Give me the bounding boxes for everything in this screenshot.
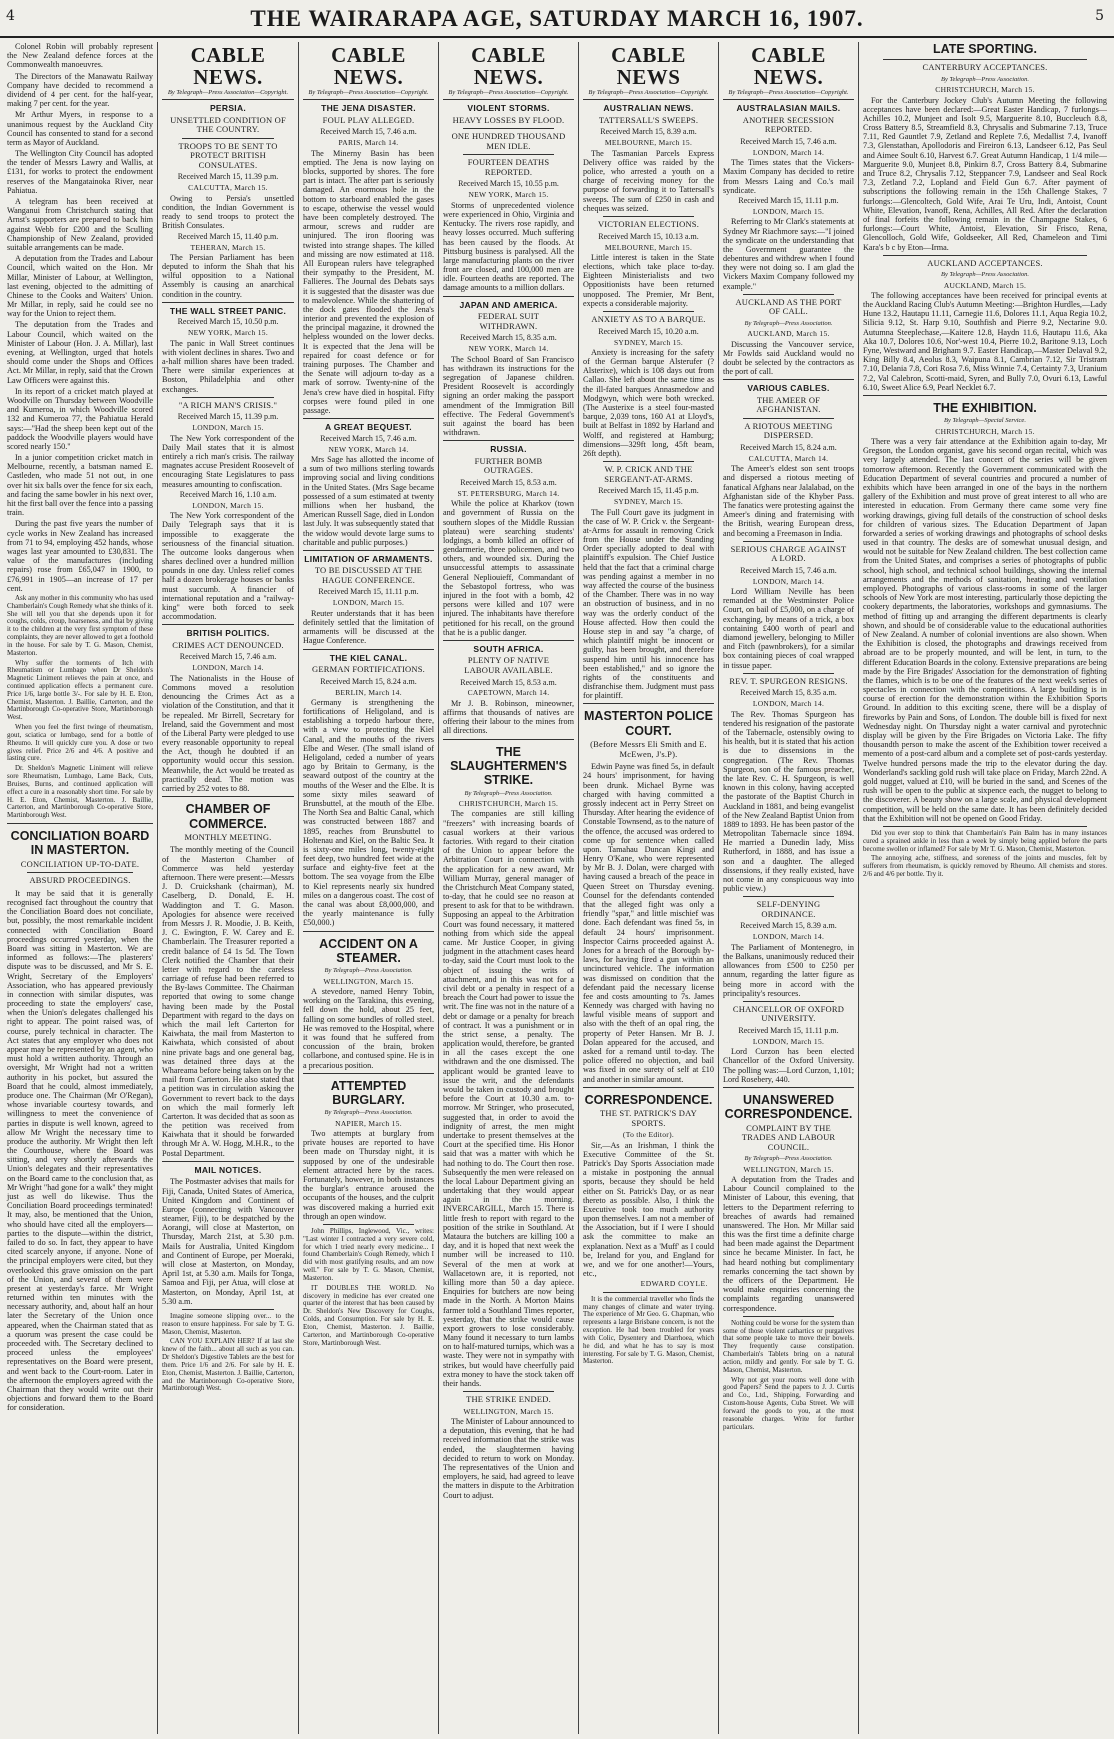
section-heading: JAPAN AND AMERICA. bbox=[459, 299, 558, 310]
dateline: Received March 15, 10.50 p.m. bbox=[177, 317, 279, 327]
dateline: Received March 15, 8.53 a.m. bbox=[460, 677, 557, 687]
place-line: WELLINGTON, March 15. bbox=[323, 976, 414, 986]
dateline: Received March 15, 7.46 a.m. bbox=[320, 127, 417, 137]
column-6 bbox=[720, 42, 857, 1732]
column-1 bbox=[4, 42, 156, 1732]
place-line: NEW YORK, March 14. bbox=[468, 344, 549, 354]
section-heading: THE JENA DISASTER. bbox=[321, 103, 416, 114]
dateline: Received March 15, 7.46 a.m. bbox=[179, 652, 277, 662]
divider bbox=[162, 624, 294, 625]
article-subhead: CONCILIATION UP-TO-DATE. bbox=[20, 858, 140, 869]
place-line: WELLINGTON, March 15. bbox=[743, 1164, 834, 1174]
byline: By Telegraph—Press Association. bbox=[464, 789, 553, 797]
advertisement: IT DOUBLES THE WORLD. No discovery in medicine has ever created one quarter of the interest that has been caused by Dr. Sheldon's New Discovery for Coughs, Colds, and Consumption. For sale by H. E. Eton, Chemist, Masterton. J. Baillie, Carterton, and Martinborough Co-operative Store, Martinborough West. bbox=[303, 1283, 434, 1347]
divider bbox=[463, 154, 554, 155]
article-headline: ACCIDENT ON A STEAMER. bbox=[319, 936, 418, 965]
section-heading: RUSSIA. bbox=[490, 444, 527, 455]
article-subhead: AUCKLAND ACCEPTANCES. bbox=[927, 257, 1043, 268]
article-subhead: REV. T. SPURGEON RESIGNS. bbox=[729, 675, 848, 686]
article-body: The School Board of San Francisco has withdrawn its instructions for the segregation of Japanese children. President Roosevelt is accordingly signing an order making the passport amendment of the Immigration Bill effective. The Federal Government's suit against the board has been withdrawn. bbox=[443, 354, 574, 438]
article-subhead: AUCKLAND AS THE PORT OF CALL. bbox=[735, 296, 842, 317]
place-line: LONDON, March 15. bbox=[752, 1036, 825, 1046]
article-headline: CHAMBER OF COMMERCE. bbox=[185, 802, 271, 831]
article-body: The Tasmanian Parcels Express Delivery office was raided by the police, who arrested a youth on a charge of receiving money for the purpose of forwarding it to Tattersall's sweeps. The sum of £250 in cash and cheques was seized. bbox=[583, 148, 714, 213]
article-body: The Ameer's eldest son sent troops and dispersed a riotous meeting of fanatical Afghans near Jalalabad, on the Afghanistan side of the Khyber Pass. The fanatics were protesting against the Ameer's dining and fraternising with the British, wearing European dress, and becoming a Freemason in India. bbox=[723, 464, 854, 538]
article-body: Discussing the Vancouver service, Mr Fowlds said Auckland would no doubt be selected by the contractors as the port of call. bbox=[723, 339, 854, 377]
article-subhead: THE STRIKE ENDED. bbox=[466, 1394, 551, 1405]
divider bbox=[303, 649, 434, 650]
dateline: Received March 15, 7.46 a.m. bbox=[320, 433, 417, 443]
byline: By Telegraph—Press Association. bbox=[940, 271, 1030, 279]
place-line: SYDNEY, March 15. bbox=[613, 497, 684, 507]
divider bbox=[603, 216, 694, 217]
divider bbox=[443, 440, 574, 441]
dateline: Received March 15, 10.55 p.m. bbox=[458, 179, 559, 189]
section-heading: A GREAT BEQUEST. bbox=[325, 422, 412, 433]
divider bbox=[743, 1001, 834, 1002]
dateline: Received March 15, 11.45 p.m. bbox=[598, 486, 699, 496]
dateline: Received March 15, 8.53 a.m. bbox=[460, 477, 557, 487]
column-3 bbox=[300, 42, 437, 1732]
divider bbox=[583, 703, 714, 704]
article-body: The Minister of Labour announced to a deputation, this evening, that he had received information that the strike was ended, the slaughtermen having decided to return to work on Monday. The representatives of the Union and employers, he said, had agreed to leave the matters in dispute to the Arbitration Court to adjust. bbox=[443, 1417, 575, 1500]
article-body: Lord Curzon has been elected Chancellor of the Oxford University. The polling was:—Lord Curzon, 1,101; Lord Rosebery, 440. bbox=[723, 1047, 854, 1084]
byline: By Telegraph—Press Association. bbox=[744, 1155, 833, 1163]
dateline: Received March 15, 7.46 a.m. bbox=[740, 136, 837, 146]
divider bbox=[743, 673, 834, 674]
article-subhead: ANXIETY AS TO A BARQUE. bbox=[591, 314, 706, 325]
article-subhead: THE ST. PATRICK'S DAY SPORTS. bbox=[599, 1108, 698, 1128]
article-body: Mr J. B. Robinson, mineowner, affirms that thousands of natives are offering their labour to the mines from all directions. bbox=[443, 698, 574, 736]
divider bbox=[162, 796, 294, 797]
article-body: The Full Court gave its judgment in the case of W. P. Crick v. the Sergeant-at-Arms for assault in removing Crick from the House under the Standing Order specially adopted to deal with plaintiff's expulsion. The Chief Justice held that the fact that a criminal charge was pending against a member in no way affected the course of the business of the Chamber. There was in no way an obstruction of business, and in no way was the orderly conduct of the House affected. How then could the House step in and say "a charge, of which plaintiff might be innocent or guilty, has been brought, and therefore suspend him until his innocence has been established," and so ignore the rights of the constituents and disfranchise them. Judgment must pass for plaintiff. bbox=[583, 507, 714, 701]
article-body: The companies are still killing "freezers" with increasing boards of casual workers at their various factories. With regard to their citation of the Union to appear before the Arbitration Court in connection with the application for a new award, Mr William Murray, general manager of the Christchurch Meat Company stated, to-day, that he could see no reason at present to ask for that to be withdrawn. Supposing an appeal to the Arbitration Court was found necessary, it mattered nothing from which side the appeal came. Mr Justice Cooper, in giving judgment in the attachment cases heard to-day, said the Court must look to the object of issuing the writs of attachment, and in this was not for a civil debt or a penalty in respect of a breach the Court had power to issue the writ. The fine was not in the nature of a debt or damage or a penalty for breach of contract. It was a punishment or in the strict sense, a penalty. The application would, therefore, be granted in all the cases except the one withdrawn and the one dismissed. The applicant would be granted leave to issue the writ, and the defendants would be taken in custody and brought before the Court at 10.30 a.m. to-morrow. Mr Stringer, who prosecuted, suggested that, in order to avoid the indignity of arrest, the men might undertake to present themselves at the Court at the specified time. His Honor said that was a matter with which he had nothing to do. The Court then rose. Subsequently the men were released on the local Labour Department giving an undertaking that they would appear again in the morning. INVERCARGILL, March 15. There is little fresh to report with regard to the position of the strike in Southland. At Mataura the butchers are killing 100 a day, and it is hoped that next week the number will be increased to 110. Several of the men at work at Wallacetown are, it is reported, not killing more than 50 a day apiece. Enquiries for butchers are now being made in the North. A Morton Mains farmer told a Southland Times reporter, yesterday, that the strike would cause export growers to lose considerably. Many found it necessary to turn lambs on to half-matured turnips, which was a waste. They were not in sympathy with strikes, but would have cheerfully paid extra money to have the stock taken off their hands. bbox=[443, 809, 574, 1388]
article-body: Two attempts at burglary from private houses are reported to have been made on Thursday night, it is supposed by one of the undesirable element attracted here by the races. Fortunately, however, in both instances the burglar's entrance aroused the occupants of the houses, and the culprit was discovered making a hurried exit through an open window. bbox=[303, 1129, 434, 1221]
article-subhead: CANTERBURY ACCEPTANCES. bbox=[922, 62, 1048, 73]
paragraph: The Directors of the Manawatu Railway Company have decided to recommend a dividend of 4 per cent. for the half-year, making 7 per cent. for the year. bbox=[7, 71, 153, 109]
place-line: AUCKLAND, March 15. bbox=[747, 329, 830, 339]
dateline: Received March 15, 8.39 a.m. bbox=[740, 921, 837, 931]
article-body: The Nationalists in the House of Commons moved a resolution denouncing the Crimes Act as a violation of the Constitution, and that it be repealed. Mr Birrell, Secretary for Ireland, said the Government and most of the Liberal Party were pledged to use every reasonable opportunity to repeal the Act, though he doubted if an opportunity would occur this session. Meanwhile, the Act would be treated as practically dead. The motion was carried by 252 votes to 88. bbox=[162, 673, 294, 794]
divider bbox=[443, 739, 574, 740]
dateline: Received March 15, 8.39 a.m. bbox=[600, 127, 697, 137]
place-line: CHRISTCHURCH, March 15. bbox=[935, 426, 1035, 436]
divider bbox=[723, 379, 854, 380]
divider bbox=[743, 294, 834, 295]
article-body: While the police at Kharkov (town and government of Russia on the southern slopes of the Middle Russian plateau) were searching students' lodgings, a bomb killed an officer of gendarmerie, three policemen, and two others, and wounded six. During the unsuccessful attempts to assassinate General Nepliouieff, Commandant of the Sebastopol fortress, who was injured in the foot with a bomb, 42 persons were killed and 107 were injured. The inhabitants have therefore petitioned for his recall, on the ground that he is a public danger. bbox=[443, 499, 574, 637]
section-heading: SOUTH AFRICA. bbox=[473, 643, 544, 654]
section-heading: VIOLENT STORMS. bbox=[467, 103, 550, 114]
article-subhead: GERMAN FORTIFICATIONS. bbox=[312, 664, 425, 675]
divider bbox=[883, 59, 1087, 60]
divider bbox=[443, 99, 574, 100]
divider bbox=[182, 1309, 274, 1310]
byline: By Telegraph—Press Association. bbox=[940, 75, 1030, 83]
cable-news-heading: CABLE NEWS. bbox=[190, 43, 266, 90]
dateline: Received March 15, 8.35 a.m. bbox=[740, 688, 837, 698]
article-body: There was a very fair attendance at the Exhibition again to-day, Mr Gregson, the London organist, gave his second organ recital, which was very largely attended. The last concert of the series will be given tomorrow afternoon. Recently the Government communicated with the Education Department of several countries and procured a number of exhibits which have been arranged in one of the bays in the northern gallery of the Exhibition and must prove of great interest to all who are interested in education. From Germany there came some very fine working drawings, giving full details of the construction of school desks for children of various sizes. The Education Department of Japan forwarded a series of working drawings and photographs of school desks used in that country. The desks are of somewhat unusual design, and would not be suitable for New Zealand children. The best collection came from the United States, and comprises a series of photographs of public school, high school, and technical school buildings, showing the internal arrangements and the methods of sanitation, heating and ventilation employed. Photographs of various class-rooms in some of the larger schools of New York are most interesting, particularly those depicting the cookery departments, the laboratories, workshops and gymnasiums. The method of fitting up and arranging the different departments is clearly shown, and should be of considerable value to the educational authorities of New Zealand. A number of colonial inventions are also shown. When the Exhibition is closed, the photographs and drawings received from abroad are to be properly mounted, and will be lent, in turn, to the different Education Boards in the colony. Extensive preparations are being made by the Fire Brigades' Association for the demonstration of fighting the flames, which is to be one of the features of the next week's series of spectacles in connection with the competitions. A large building is in course of erection for the demonstration within the Exhibition Sports Ground. In addition to this exciting scene, there will be a display of fireworks by Pain and Sons, of London. The double bill is fixed for next Wednesday night. On Thursday night a water carnival and pyrotechnic display will be given by the Fire Brigades on Victoria Lake. The fifty thousandth person to make the ascent of the Exhibition tower received a memento of a post-card album and a complete set of post-cards yesterday. Twelve hundred persons made the trip to the elevator during the day. Wonderland's sackling gold rush will take place on Friday, March 22nd. A gold nugget, valued at £10, will be buried in the sand, and Scenes of the rush will be open to the public at sixpence each, the nugget to belong to the discoverer. A beauty show on a large scale, and physical development competition, will be held on the same date. It has been definitely decided that the Exhibition will not be opened on Good Friday. bbox=[863, 437, 1107, 823]
paragraph: Mr Arthur Myers, in response to a unanimous request by the Auckland City Council has consented to stand for a second term as Mayor of Auckland. bbox=[7, 110, 153, 147]
column-5 bbox=[580, 42, 717, 1732]
cable-news-heading: CABLE NEWS. bbox=[751, 43, 826, 90]
place-line: LONDON, March 14. bbox=[752, 147, 825, 157]
place-line: LONDON, March 14. bbox=[752, 699, 825, 709]
article-body: The New York correspondent of the Daily Mail states that it is almost entirely a rich man's crisis. The railway magnates accuse President Roosevelt of encouraging State Legislatures to pass measures amounting to confiscation. bbox=[162, 433, 294, 489]
advertisement: Ask any mother in this community who has used Chamberlain's Cough Remedy what she thinks of it. She will tell you that she depends upon it for coughs, colds, croup, hoarseness, and that by giving it to the children at the very first symptom of these complaints, they are never allowed to get a foothold in the house. For sale by T. G. Mason, Chemist, Masterton. bbox=[7, 593, 153, 657]
masthead-title: THE WAIRARAPA AGE, SATURDAY MARCH 16, 1907. bbox=[250, 6, 864, 31]
section-heading: MAIL NOTICES. bbox=[194, 1164, 262, 1175]
article-subhead: ANOTHER SECESSION REPORTED. bbox=[742, 114, 835, 135]
divider bbox=[723, 99, 854, 100]
section-heading: VARIOUS CABLES. bbox=[747, 383, 830, 394]
article-body: Reuter understands that it has been definitely settled that the limitation of armaments will be discussed at the Hague Conference. bbox=[303, 608, 434, 646]
article-body: The New York correspondent of the Daily Telegraph says that it is impossible to exaggerate the seriousness of the financial situation. The outcome looks dangerous when shares declined over a hundred million pounds in one day. Unless relief comes half a dozen brokerage houses or banks must succumb. A financier of international reputation and a "railway-king" were both forced to seek accommodation. bbox=[162, 511, 294, 622]
column-rule bbox=[298, 42, 299, 1734]
divider bbox=[182, 397, 274, 398]
advertisement: Imagine someone slipping over... to the reason to ensure happiness. For sale by T. G. Mason, Chemist, Masterton. bbox=[162, 1311, 294, 1336]
advertisement: CAN YOU EXPLAIN HER? If at last she knew of the faith... about all such as you can. Dr Sheldon's Digestive Tablets are the best for them. Price 1/6 and 2/6. For sale by H. E. Eton, Chemist, Masterton. J. Baillie, Carterton, and the Martinborough Co-operative Store, Martinborough West. bbox=[162, 1337, 295, 1393]
article-body: Little interest is taken in the State elections, which take place to-day. Eighteen Ministerialists and two Oppositionists have been returned unopposed. The Premier, Mr Bent, expects a considerable majority. bbox=[583, 252, 714, 308]
article-body: Mrs Sage has allotted the income of a sum of two millions sterling towards improving social and living conditions in the United States. (Mrs Sage became possessed of a sum estimated at twenty millions when her husband, the American Russell Sage, died in London last July. It was subsequently stated that the widow would devote large sums to charitable and public purposes.) bbox=[303, 455, 434, 547]
paragraph: The deputation from the Trades and Labour Council, which waited on the Minister of Labour (Hon. J. A. Millar), last evening, at Wellington, urged that hotels should come under the Shops and Offices Act. Mr Millar, in reply, said that the Crown Law Officers were against this. bbox=[7, 320, 153, 385]
divider bbox=[883, 826, 1087, 827]
place-line: ST. PETERSBURG, March 14. bbox=[457, 488, 560, 498]
dateline: Received March 15, 8.35 a.m. bbox=[460, 333, 557, 343]
article-body: A deputation from the Trades and Labour Council complained to the Minister of Labour, this evening, that letters to the Department referring to breaches of awards had remained unanswered. The Hon. Mr Millar said this was the first time a definite charge had been made against the Department since he became Minister. In fact, he had heard nothing but complimentary remarks concerning the tact shown by the officers of the Department. He would make enquiries concerning the complaints regarding unanswered correspondence. bbox=[723, 1174, 854, 1313]
divider bbox=[863, 395, 1107, 396]
divider bbox=[583, 1087, 714, 1088]
article-subhead: SELF-DENYING ORDINANCE. bbox=[756, 899, 821, 919]
divider bbox=[162, 1161, 294, 1162]
article-subhead: UNSETTLED CONDITION OF THE COUNTRY. bbox=[170, 114, 286, 135]
column-rule bbox=[438, 42, 439, 1734]
advertisement: When you feel the first twinge of rheumatism, gout, sciatica or lumbago, send for a bottle of Rheumo. It will quickly cure you. A dose or two gives relief. Price 2/6 and 4/6. A positive and lasting cure. bbox=[7, 723, 153, 763]
place-line: LONDON, March 14. bbox=[752, 576, 825, 586]
byline: By Telegraph—Press Association. bbox=[324, 967, 413, 975]
byline: By Telegraph—Press Association—Copyright. bbox=[308, 89, 429, 97]
dateline: Received March 15, 11.11 p.m. bbox=[738, 196, 839, 205]
article-subhead: VICTORIAN ELECTIONS. bbox=[597, 219, 700, 230]
article-subhead: TATTERSALL'S SWEEPS. bbox=[598, 114, 699, 125]
cable-news-heading: CABLE NEWS. bbox=[471, 43, 546, 90]
article-body: The Postmaster advises that mails for Fiji, Canada, United States of America, United Kingdom and Continent of Europe (connecting with Vancouver steamer, Fiji), to be despatched by the Aorangi, will close at Masterton, on Thursday, March 21st, at 5.30 p.m. Mails for Australia, United Kingdom and Continent of Europe, per Moeraki, will close at Masterton, on Monday, April 1st, at 5.30 a.m. Mails for Tonga, Samoa and Fiji, per Atua, will close at Masterton, on Monday, April 1st, at 5.30 a.m. bbox=[162, 1177, 294, 1306]
dateline: Received March 15, 7.46 a.m. bbox=[740, 565, 837, 575]
divider bbox=[743, 418, 834, 419]
byline: By Telegraph—Press Association. bbox=[744, 319, 833, 327]
cable-news-heading: CABLE NEWS bbox=[611, 43, 686, 90]
article-headline: MASTERTON POLICE COURT. bbox=[584, 709, 713, 738]
divider bbox=[723, 1087, 854, 1088]
place-line: NAPIER, March 15. bbox=[335, 1118, 402, 1128]
advertisement: Why not get your rooms well done with good Papers? Send the papers to J. J. Curtis and Co., Ltd., Shipping, Forwarding and Custom-house Agents, Cuba Street. We will forward the goods to you, at the most reasonable charges. Write for further particulars. bbox=[723, 1375, 854, 1431]
advertisement: Nothing could be worse for the system than some of those violent cathartics or purgatives that some people take to move their bowels. They frequently cause constipation. Chamberlain's Tablets bring on a natural action, mildly and gently. For sale by T. G. Mason, Chemist, Masterton. bbox=[723, 1318, 854, 1374]
dateline: Received March 15, 11.40 p.m. bbox=[177, 231, 279, 241]
place-line: LONDON, March 15. bbox=[752, 206, 825, 216]
paragraph: Colonel Robin will probably represent the New Zealand defence forces at the Commonwealth manoeuvres. bbox=[7, 42, 153, 70]
section-heading: AUSTRALIAN NEWS. bbox=[603, 103, 694, 114]
divider bbox=[603, 311, 694, 312]
dateline: Received March 15, 8.24 a.m. bbox=[740, 442, 837, 452]
article-headline: THE EXHIBITION. bbox=[933, 400, 1037, 415]
dateline: Received March 16, 1.10 a.m. bbox=[179, 489, 277, 499]
divider bbox=[743, 1316, 834, 1317]
article-headline: UNANSWERED CORRESPONDENCE. bbox=[724, 1093, 853, 1122]
divider bbox=[883, 255, 1087, 256]
divider bbox=[182, 138, 274, 139]
article-body: The Persian Parliament has been deputed to inform the Shah that his wilful opposition to a National Assembly is causing an anarchical condition in the country. bbox=[162, 252, 294, 299]
divider bbox=[303, 1073, 434, 1074]
place-line: LONDON, March 15. bbox=[192, 423, 264, 433]
column-rule bbox=[578, 42, 579, 1734]
article-subhead: COMPLAINT BY THE TRADES AND LABOUR COUNCIL. bbox=[741, 1122, 836, 1152]
advertisement: The annoying ache, stiffness, and soreness of the joints and muscles, felt by sufferers from rheumatism, is quickly removed by Rheumo. All chemists and stores. 2/6 and 4/6 per bottle. Try it. bbox=[863, 854, 1107, 879]
column-7 bbox=[860, 42, 1110, 1732]
article-body: Lord William Neville has been remanded at the Westminster Police Court, on bail of £5,000, on a charge of exchanging, by means of a trick, a box containing £400 worth of pearl and diamond jewellery, belonging to Miller and Fitch (pawnbrokers), for a similar box containing pieces of coal wrapped in tissue paper. bbox=[723, 587, 854, 670]
article-subhead: SERIOUS CHARGE AGAINST A LORD. bbox=[730, 543, 847, 564]
column-4 bbox=[440, 42, 577, 1732]
byline: By Telegraph—Press Association. bbox=[324, 1109, 413, 1117]
article-body: The Minerny Basin has been emptied. The Jena is now laying on blocks, supported by shores. The fore part is intact. The after part is seriously damaged. An enormous hole in the bottom to starboard enabled the gases to escape, otherwise the vessel would have been completely destroyed. The armour, screws and rudder are uninjured. The iron flooring was twisted into strange shapes. The killed and missing are now estimated at 118. All European rulers have telegraphed their sympathy to the President, M. Fallieres. The Journal des Debats says it is suggested that the disaster was due to malevolence. While the shattering of the dock gates flooded the Jena's interior and prevented the explosion of the principal magazine, it drowned the helpless wounded on the lower decks. It is expected that the Jena will be repaired for coast defence or for training purposes. The Chamber and the Senate will adjourn to-day as a mark of sorrow. Twenty-nine of the Jena's crew have died in hospital. Fifty corpses were found piled in one passage. bbox=[303, 148, 434, 415]
advertisement: Did you ever stop to think that Chamberlain's Pain Balm has in many instances cured a sprained ankle in less than a week by simply being applied before the parts become swollen or inflamed? For sale by Mr T. G. Mason, Chemist, Masterton. bbox=[863, 828, 1107, 853]
byline: By Telegraph—Press Association—Copyright. bbox=[448, 89, 569, 97]
article-body: Referring to Mr Clark's statements at Sydney Mr Riachmore says:—"I joined the syndicate on the understanding that the Government guarantee the debentures and withdrew when I found they were not doing so. I am glad the Vickers Maxim Company followed my example." bbox=[723, 217, 854, 291]
divider bbox=[303, 99, 434, 100]
article-subhead: FOURTEEN DEATHS REPORTED. bbox=[467, 157, 550, 177]
place-line: TEHERAN, March 15. bbox=[190, 242, 266, 252]
article-headline: CONCILIATION BOARD IN MASTERTON. bbox=[10, 829, 150, 858]
article-subhead: ABSURD PROCEEDINGS. bbox=[29, 875, 131, 886]
article-body: For the Canterbury Jockey Club's Autumn Meeting the following acceptances have been declared:—Great Easter Handicap, 7 furlongs—Achilles 10.2, Munjeet and Isolt 9.5, Marguerite 8.10, Buccleuch 8.8, Cross Battery 8.5, Streamfield 8.3, Chrysalis and Submarine 7.13, Truce 7.11, Red Gauntlet 7.9, Zetland and Replete 7.6, Medallist 7.4, Ivanoff 7.3, Glenstathan, Apollodoris and Fireiron 6.13, Landseer 6.12, Pas Seul and Aimee Soult 6.10, Harvest 6.7. Great Autumn Handicap, 1 1/4 mile—Marguerite 9.0, Munjeet 8.8, Pinkirn 8.7, Cross Battery 8.4, Submarine and Truce 8.2, Chrysalis 7.12, Steppancer 7.9, Landseer and Seal Rock 7.3, Zetland 7.2, Lopland and Field Gun 6.7. After payment of subscriptions the following remain in the 15th Challenge Stakes, 7 furlongs:—Glencoltech, Gold Wife, Arai Te Uru, Indi, Antoist, Count White, Elevation, Ivanoff, Rena, Achilles, All Red. After the declaration of final forfeits the following remain in the Champagne Stakes, 6 furlongs:—Court White, Antoist, Elevation, Sir Frisco, Rena, Glencolloch, Gold Wife, Goldseeker, All Red, Chameleon and Timi Kara's b c by Eton—Irma. bbox=[863, 95, 1107, 252]
section-heading: LIMITATION OF ARMAMENTS. bbox=[304, 553, 433, 564]
place-line: MELBOURNE, March 15. bbox=[604, 138, 693, 148]
divider bbox=[603, 461, 694, 462]
paragraph: In its report of a cricket match played at Woodville on Thursday between Woodville and Kumeroa, in which Woodville scored 132 and Kumeroa 77, the Pahiatua Herald says:—"Had the sheep been kept out of the paddock the Woodville players would have scored nearly 150." bbox=[7, 386, 153, 451]
advertisement: John Phillips, Inglewood, Vic., writes: "Last winter I contracted a very severe cold, for which I tried nearly every medicine... I found Chamberlain's Cough Remedy, which I did with most gratifying results, and am now well." For sale by T. G. Mason, Chemist, Masterton. bbox=[303, 1226, 434, 1282]
article-headline: THE SLAUGHTERMEN'S STRIKE. bbox=[450, 744, 567, 788]
paragraph: During the past five years the number of cycle works in New Zealand has increased from 71 to 94, employing 452 hands, whose wages last year amounted to £30,831. The value of the manufactures (including repairs) rose from £65,047 in 1900, to £76,991 in 1905—an increase of 17 per cent. bbox=[7, 519, 153, 593]
place-line: LONDON, March 15. bbox=[332, 598, 405, 608]
dateline: Received March 15, 10.20 a.m. bbox=[598, 326, 699, 336]
article-subhead: A RIOTOUS MEETING DISPERSED. bbox=[744, 420, 833, 441]
divider bbox=[162, 302, 294, 303]
article-body: The Times states that the Vickers-Maxim Company has decided to retire from Messrs Laing and Co.'s mail syndicate. bbox=[723, 158, 854, 195]
column-rule bbox=[718, 42, 719, 1734]
article-body: The monthly meeting of the Council of the Masterton Chamber of Commerce was held yesterday afternoon. There were present:—Messrs J. D. Cruickshank (chairman), M. Caselberg, D. Donald, E. H. Waddington and T. G. Mason. Apologies for absence were received from Messrs J. R. Moodie, J. B. Keith, J. C. Ewington, F. W. Carey and E. Chamberlain. The Treasurer reported a credit balance of £4 1s 5d. The Town Clerk notified the Chamber that their letter with regard to the careless carriage of refuse had been referred to the By-laws Committee. The Chairman reported that owing to some change having been made by the Postal Department with regard to the days on which the mail left Carterton for Kaiwhata, the mail from Masterton to Kaiwhata, which consisted of about nine private bags and one general bag, was detained three days at the Whareama before being taken on by the mail from Carterton. He also stated that a petition was in circulation asking the Government to revert back to the days on which the mail formerly left Carterton. It was decided that as soon as the petition was received from Kaiwhata that it should be forwarded through Mr A. W. Hogg, M.H.R., to the Postal Department. bbox=[162, 845, 294, 1158]
divider bbox=[162, 99, 294, 100]
article-subhead: HEAVY LOSSES BY FLOOD. bbox=[452, 114, 565, 125]
place-line: (To the Editor). bbox=[622, 1130, 675, 1140]
article-headline: CORRESPONDENCE. bbox=[584, 1092, 713, 1107]
column-rule bbox=[858, 42, 859, 1734]
letter-signature: EDWARD COYLE. bbox=[640, 1279, 708, 1289]
dateline: Received March 15, 11.39 p.m. bbox=[177, 412, 279, 422]
article-subhead: ONE HUNDRED THOUSAND MEN IDLE. bbox=[451, 131, 566, 151]
advertisement: Why suffer the torments of Itch with Rheumatism or Lumbago when Dr Sheldon's Magnetic Liniment relieves the pain at once, and continued application effects a permanent cure. Price 1/6, large bottle 3/-. For sale by H. E. Eton, Chemist, Masterton. J. Baillie, Carterton, and the Martinborough Co-operative Store, Martinborough West. bbox=[7, 658, 153, 722]
place-line: NEW YORK, March 15. bbox=[187, 328, 269, 338]
divider bbox=[743, 541, 834, 542]
divider bbox=[743, 896, 834, 897]
place-line: NEW YORK, March 14. bbox=[328, 444, 409, 454]
place-line: LONDON, March 14. bbox=[192, 663, 264, 673]
place-line: AUCKLAND, March 15. bbox=[943, 280, 1027, 290]
cable-news-heading: CABLE NEWS. bbox=[331, 43, 406, 90]
section-heading: BRITISH POLITICS. bbox=[186, 628, 270, 639]
article-body: Edwin Payne was fined 5s, in default 24 hours' imprisonment, for having been drunk. Michael Byrne was charged with having committed a grossly indecent act in Perry Street on Thursday. After hearing the evidence of Constable Townsend, as to the nature of the offence, the accused was ordered to come up for sentence when called upon. Tamahau Duncan Kingi and Henry O'Kane, who were represented by Mr B. J. Dolan, were charged with having caused a breach of the peace in Queen Street on Thursday evening. Counsel for the defendants contended that the alleged fight was only a friendly "spar," and little mischief was done. Each defendant was fined 5s, in default 24 hours' imprisonment. Inspector Cairns proceeded against A. Jones for a breach of the Borough by-laws, for having fired a gun within an uncinctured vehicle. The information was dismissed on condition that the defendant paid the necessary license fee and costs amounting to 7s. James Kennedy was charged with having no lawful visible means of support and also with the theft of an opal ring, the property of Peter Hansen. Mr B. J. Dolan appeared for the accused, and asked for a remand until to-day. The police offered no objection, and bail was fixed in one surety of self at £10 and another in similar amount. bbox=[583, 762, 714, 1084]
article-subhead: (Before Messrs Eli Smith and E. McEwen, J's.P). bbox=[590, 739, 707, 759]
paragraph: In a junior competition cricket match in Melbourne, recently, a batsman named E. Castleden, who made 51 not out, in one over hit six balls over the fence for six each, and facing the same bowler in his next over, hit the first ball over the fence into a passing train. bbox=[7, 453, 153, 518]
divider bbox=[303, 550, 434, 551]
divider bbox=[303, 931, 434, 932]
article-subhead: MONTHLY MEETING. bbox=[184, 831, 272, 842]
section-heading: THE WALL STREET PANIC. bbox=[169, 305, 287, 316]
byline: By Telegraph—Press Association—Copyright. bbox=[728, 89, 849, 97]
divider bbox=[443, 640, 574, 641]
divider bbox=[323, 1224, 414, 1225]
byline: By Telegraph—Press Association—Copyright. bbox=[167, 89, 289, 97]
masthead bbox=[0, 0, 1114, 38]
byline: By Telegraph—Press Association—Copyright. bbox=[588, 89, 709, 97]
article-subhead: FURTHER BOMB OUTRAGES. bbox=[474, 455, 543, 476]
divider bbox=[443, 296, 574, 297]
dateline: Received March 15, 11.11 p.m. bbox=[318, 587, 419, 597]
place-line: CHRISTCHURCH, March 15. bbox=[935, 85, 1035, 95]
article-headline: LATE SPORTING. bbox=[933, 42, 1037, 56]
article-subhead: TROOPS TO BE SENT TO PROTECT BRITISH CONSULATES. bbox=[178, 140, 278, 170]
place-line: PARIS, March 14. bbox=[338, 138, 399, 148]
advertisement: Dr. Sheldon's Magnetic Liniment will relieve sore Rheumatism, Lumbago, Lame Back, Cuts, Bruises, Burns, and continued application will effect a cure in a reasonably short time. For sale by H. E. Eton, Chemist, Masterton. J. Baillie, Carterton, and Martinborough Co-operative Store, Martinborough West. bbox=[7, 764, 153, 820]
divider bbox=[27, 872, 133, 873]
article-subhead: THE AMEER OF AFGHANISTAN. bbox=[756, 394, 821, 415]
article-body: It may be said that it is generally recognised fact throughout the country that the Conciliation Board does not conciliate, but, possibly, the most remarkable incident connected with Conciliation Board proceedings occurred yesterday, when the Board was sitting in Masterton. We are informed as follows:—The plasterers' dispute was to be discussed, and Mr S. E. Wright, Secretary of the Employers' Association, who has appeared previously in connection with similar disputes, was proceeding to state the employers' case, when the Union's delegates challenged his right to appear. The point raised was, of course, purely technical in character. The Act states that any employer who does not appear may be represented by an agent, who must hold a written authority. Through an oversight, Mr Wright had not a written authority in his pocket, but assured the Board that he could, almost immediately, produce one. The Chairman (Mr O'Regan), whose invariable courtesy towards, and willingness to meet the convenience of parties in dispute is well known, agreed to allow Mr Wright the necessary time to produce the authority. Mr Wright then left the Courthouse, where the Board was sitting, and very shortly afterwards the Union's delegates and their representatives on the Board came to the conclusion that, as Mr Wright "had gone for a walk" they might just as well do likewise. Thus the Conciliation Board proceedings terminated! It may, also, be mentioned that the Union, who should have cited all the employers—parties to the dispute—within the district, failed to do so. In fact, they appear to have cited scarcely anyone, if anyone. None of the principal employers were cited, but they overlooked this grave omission on the part of the Union, and several of them were present at yesterday's farce. Mr Wright returned within ten minutes with the necessary authority, and, about half an hour later the Secretary of the Union once appeared, when the Chairman stated that as a quorum was present the case could be proceeded with. The Secretary declined to proceed unless the employees' representatives on the Board were present, and went back to the Court-room. Later in the afternoon the employers agreed with the Chairman that they would write out their objections and forward them to the Board for consideration. bbox=[7, 888, 153, 1413]
place-line: CALCUTTA, March 14. bbox=[748, 453, 829, 463]
article-body: Germany is strengthening the fortifications of Heligoland, and is establishing a torpedo harbour there, with a view to protecting the Kiel Canal, and the mouths of the rivers Elbe and Weser. (The small island of Heligoland, ceded a number of years ago by Britain to Germany, is the seaward outpost of the country at the mouths of the Weser and the Elbe. It is some sixty miles seaward of Brunsbuttel, at the mouth of the Elbe. The North Sea and Baltic Canal, which was constructed between 1887 and 1895, reaches from Brunsbuttel to Holtenau and Kiel, on the Baltic Sea. It is sixty-one miles long, twenty-eight feet deep, two hundred feet wide at the surface and eighty-five feet at the bottom. The sea voyage from the Elbe to Kiel represents nearly six hundred miles on a dangerous coast. The cost of the canal was about £8,000,000, and the yearly maintenance is fully £50,000.) bbox=[303, 697, 434, 928]
article-body: Owing to Persia's unsettled condition, the Indian Government is ready to send troops to protect the British Consulates. bbox=[162, 193, 294, 231]
article-subhead: CHANCELLOR OF OXFORD UNIVERSITY. bbox=[732, 1003, 845, 1024]
dateline: Received March 15, 11.11 p.m. bbox=[738, 1025, 839, 1035]
page-number: 5 bbox=[1095, 8, 1104, 24]
masthead-left-mark: 4 bbox=[6, 8, 15, 24]
article-subhead: FEDERAL SUIT WITHDRAWN. bbox=[477, 311, 540, 331]
section-heading: AUSTRALASIAN MAILS. bbox=[736, 103, 841, 114]
article-headline: ATTEMPTED BURGLARY. bbox=[330, 1078, 407, 1108]
column-rule bbox=[157, 42, 158, 1734]
article-body: The panic in Wall Street continues with violent declines in shares. Two and a-half million shares have been traded. There were similar experiences at Boston, Philadelphia and other exchanges. bbox=[162, 338, 294, 394]
article-body: The following acceptances have been received for principal events at the Auckland Racing Club's Autumn Meeting:—Brighton Hurdles,—Lady Hune 13.2, Hautapu 11.11, Carnegie 11.6, Dolores 11.1, Aqua Regia 10.2, Silicia 9.12, St. Harp 9.10, Southfish and Pierre 9.2, Nectarine 9.0. Autumna Steeplechase,—Kaitere 12.8, Haydn 11.6, Hautapu 11.6, Aka Aka 10.7, Dolores 10.6, Nor'-west 10.4, Pierre 10.2, Baritone 9.13, Loch Fyne, Westward and Brigham 9.7. Easter Handicap,—Master Delaval 9.2, King Billy 8.4, Aeolus 8.3, Waipuna 8.1, Cambrian 7.12, Sir Tristram 7.10, Delania 7.8, Cori Rosa 7.6, Miss Winnie 7.4, Certainty 7.3, Uranium 7.2, Val Calebron, Scotti-maid, Syren, and Bully 7.0, Ovuri 6.13, Lawful 6.10, Sweet Alice 6.9, Pearl Necklet 6.7. bbox=[863, 290, 1107, 392]
divider bbox=[463, 128, 554, 129]
byline: By Telegraph—Special Service. bbox=[944, 417, 1026, 425]
article-subhead: W. P. CRICK AND THE SERGEANT-AT-ARMS. bbox=[604, 464, 693, 484]
article-subhead: TO BE DISCUSSED AT THE HAGUE CONFERENCE. bbox=[314, 565, 423, 585]
place-line: CALCUTTA, March 15. bbox=[188, 183, 268, 193]
advertisement: It is the commercial traveller who finds the many changes of climate and water trying. The experience of Mr Geo. G. Chapman, who represents a large Brisbane concern, is not the exception. He had been troubled for years with Colic, Dysentery and Diarrhoea, which he did, and what he has to say is most interesting. For sale by T. G. Mason, Chemist, Masterton. bbox=[583, 1294, 714, 1366]
dateline: Received March 15, 8.24 a.m. bbox=[320, 676, 417, 686]
article-subhead: PLENTY OF NATIVE LABOUR AVAILABLE. bbox=[464, 655, 553, 675]
divider bbox=[7, 823, 153, 824]
paragraph: A deputation from the Trades and Labour Council, which waited on the Hon. Mr Millar, Minister of Labour, at Wellington, last evening, objected to the admitting of Chinese to the Cooks and Waiters' Union. Mr Millar, in reply, said he could see no way for the Union to reject them. bbox=[7, 254, 153, 319]
place-line: CAPETOWN, March 14. bbox=[467, 688, 550, 698]
divider bbox=[583, 99, 714, 100]
place-line: BERLIN, March 14. bbox=[335, 687, 402, 697]
dateline: Received March 15, 11.39 p.m. bbox=[177, 172, 279, 182]
place-line: CHRISTCHURCH, March 15. bbox=[458, 798, 559, 808]
letter-body: Sir,—As an Irishman, I think the Executive Committee of the St. Patrick's Day Sports Association made a mistake in postponing the annual sports, because they should be held either on St. Patrick's Day, or as near thereto as possible. Also, I think the Executive took too much authority upon themselves. I am not a member of the Association, but if I were I should ask the committee to make an explanation. Next as a 'Muff' as I could be, Ireland for you, and England for we, and we for one another!—Yours, etc., bbox=[583, 1140, 714, 1279]
place-line: LONDON, March 15. bbox=[192, 500, 264, 510]
place-line: LONDON, March 14. bbox=[752, 932, 825, 942]
article-body: Anxiety is increasing for the safety of the German barque Alsterufer (? Alsterixe), which is 108 days out from Callao. She left about the same time as the ill-fated barques Annasmedow and Modgwyn, which were both wrecked. (The Austerixe is a steel four-masted barque, 2,039 tons, 160 A1 at Lloyd's, built at Belfast in 1892 by Harland and Wolff, and registered at Hamburg; dimensions—329ft long, 45ft beam, 26ft depth). bbox=[583, 347, 714, 458]
article-subhead: FOUL PLAY ALLEGED. bbox=[322, 114, 415, 125]
paragraph: A telegram has been received at Wanganui from Christchurch stating that Arnst's supporters are prepared to back him against Webb for £200 and the Sculling Championship of New Zealand, provided suitable arrangements can be made. bbox=[7, 197, 153, 252]
place-line: SYDNEY, March 15. bbox=[613, 337, 684, 347]
section-heading: THE KIEL CANAL. bbox=[329, 652, 408, 663]
divider bbox=[463, 1391, 554, 1392]
column-2 bbox=[159, 42, 297, 1732]
article-body: The Parliament of Montenegro, in the Balkans, unanimously reduced their allowances from £500 to £250 per annum, regarding the latter figure as being more in accord with the principality's resources. bbox=[723, 942, 854, 998]
article-subhead: CRIMES ACT DENOUNCED. bbox=[172, 639, 284, 650]
place-line: NEW YORK, March 15. bbox=[468, 190, 549, 200]
place-line: WELLINGTON, March 15. bbox=[463, 1406, 554, 1416]
place-line: MELBOURNE, March 15. bbox=[604, 242, 693, 252]
article-body: Storms of unprecedented violence were experienced in Ohio, Virginia and Kentucky. The rivers rose rapidly, and heavy losses occurred. Much suffering has been caused by the floods. At Pittsburg business is paralysed. All the large manufacturing plants on the river front are closed, and 100,000 men are idle. Fourteen deaths are reported. The damage amounts to a million dollars. bbox=[443, 200, 574, 293]
dateline: Received March 15, 10.13 a.m. bbox=[598, 231, 699, 241]
section-heading: PERSIA. bbox=[209, 103, 247, 114]
article-subhead: "A RICH MAN'S CRISIS." bbox=[178, 399, 278, 410]
article-body: A stevedore, named Henry Tobin, working on the Tarakina, this evening, fell down the hold, about 25 feet, falling on some bundles of rolled steel. He was removed to the Hospital, where it was found that he suffered from concussion of the brain, broken collarbone, and contused spine. He is in a precarious position. bbox=[303, 987, 434, 1070]
divider bbox=[303, 418, 434, 419]
paragraph: The Wellington City Council has adopted the tender of Messrs Lawry and Wallis, at £131, for works to protect the endowment reserves of the Mangatainoka River, near Pahiatua. bbox=[7, 149, 153, 195]
article-body: The Rev. Thomas Spurgeon has tendered his resignation of the pastorate of the Tabernacle, ostensibly owing to his health, but it is stated that his action is due to dissensions in the congregation. (The Rev. Thomas Spurgeon, son of the famous preacher, the late Rev. C. H. Spurgeon, is well known in this colony, having accepted the pastorate of the Baptist Church in Auckland in 1881, and being evangelist of the New Zealand Baptist Union from 1889 to 1893. He has been pastor of the Metropolitan Tabernacle since 1894. He married a Dunedin lady, Miss Rutherford, in 1888, and has issue a son and a daughter. The alleged dissensions, if they really existed, have not come in any conspicuous way into public view.) bbox=[723, 709, 854, 894]
divider bbox=[603, 1292, 694, 1293]
